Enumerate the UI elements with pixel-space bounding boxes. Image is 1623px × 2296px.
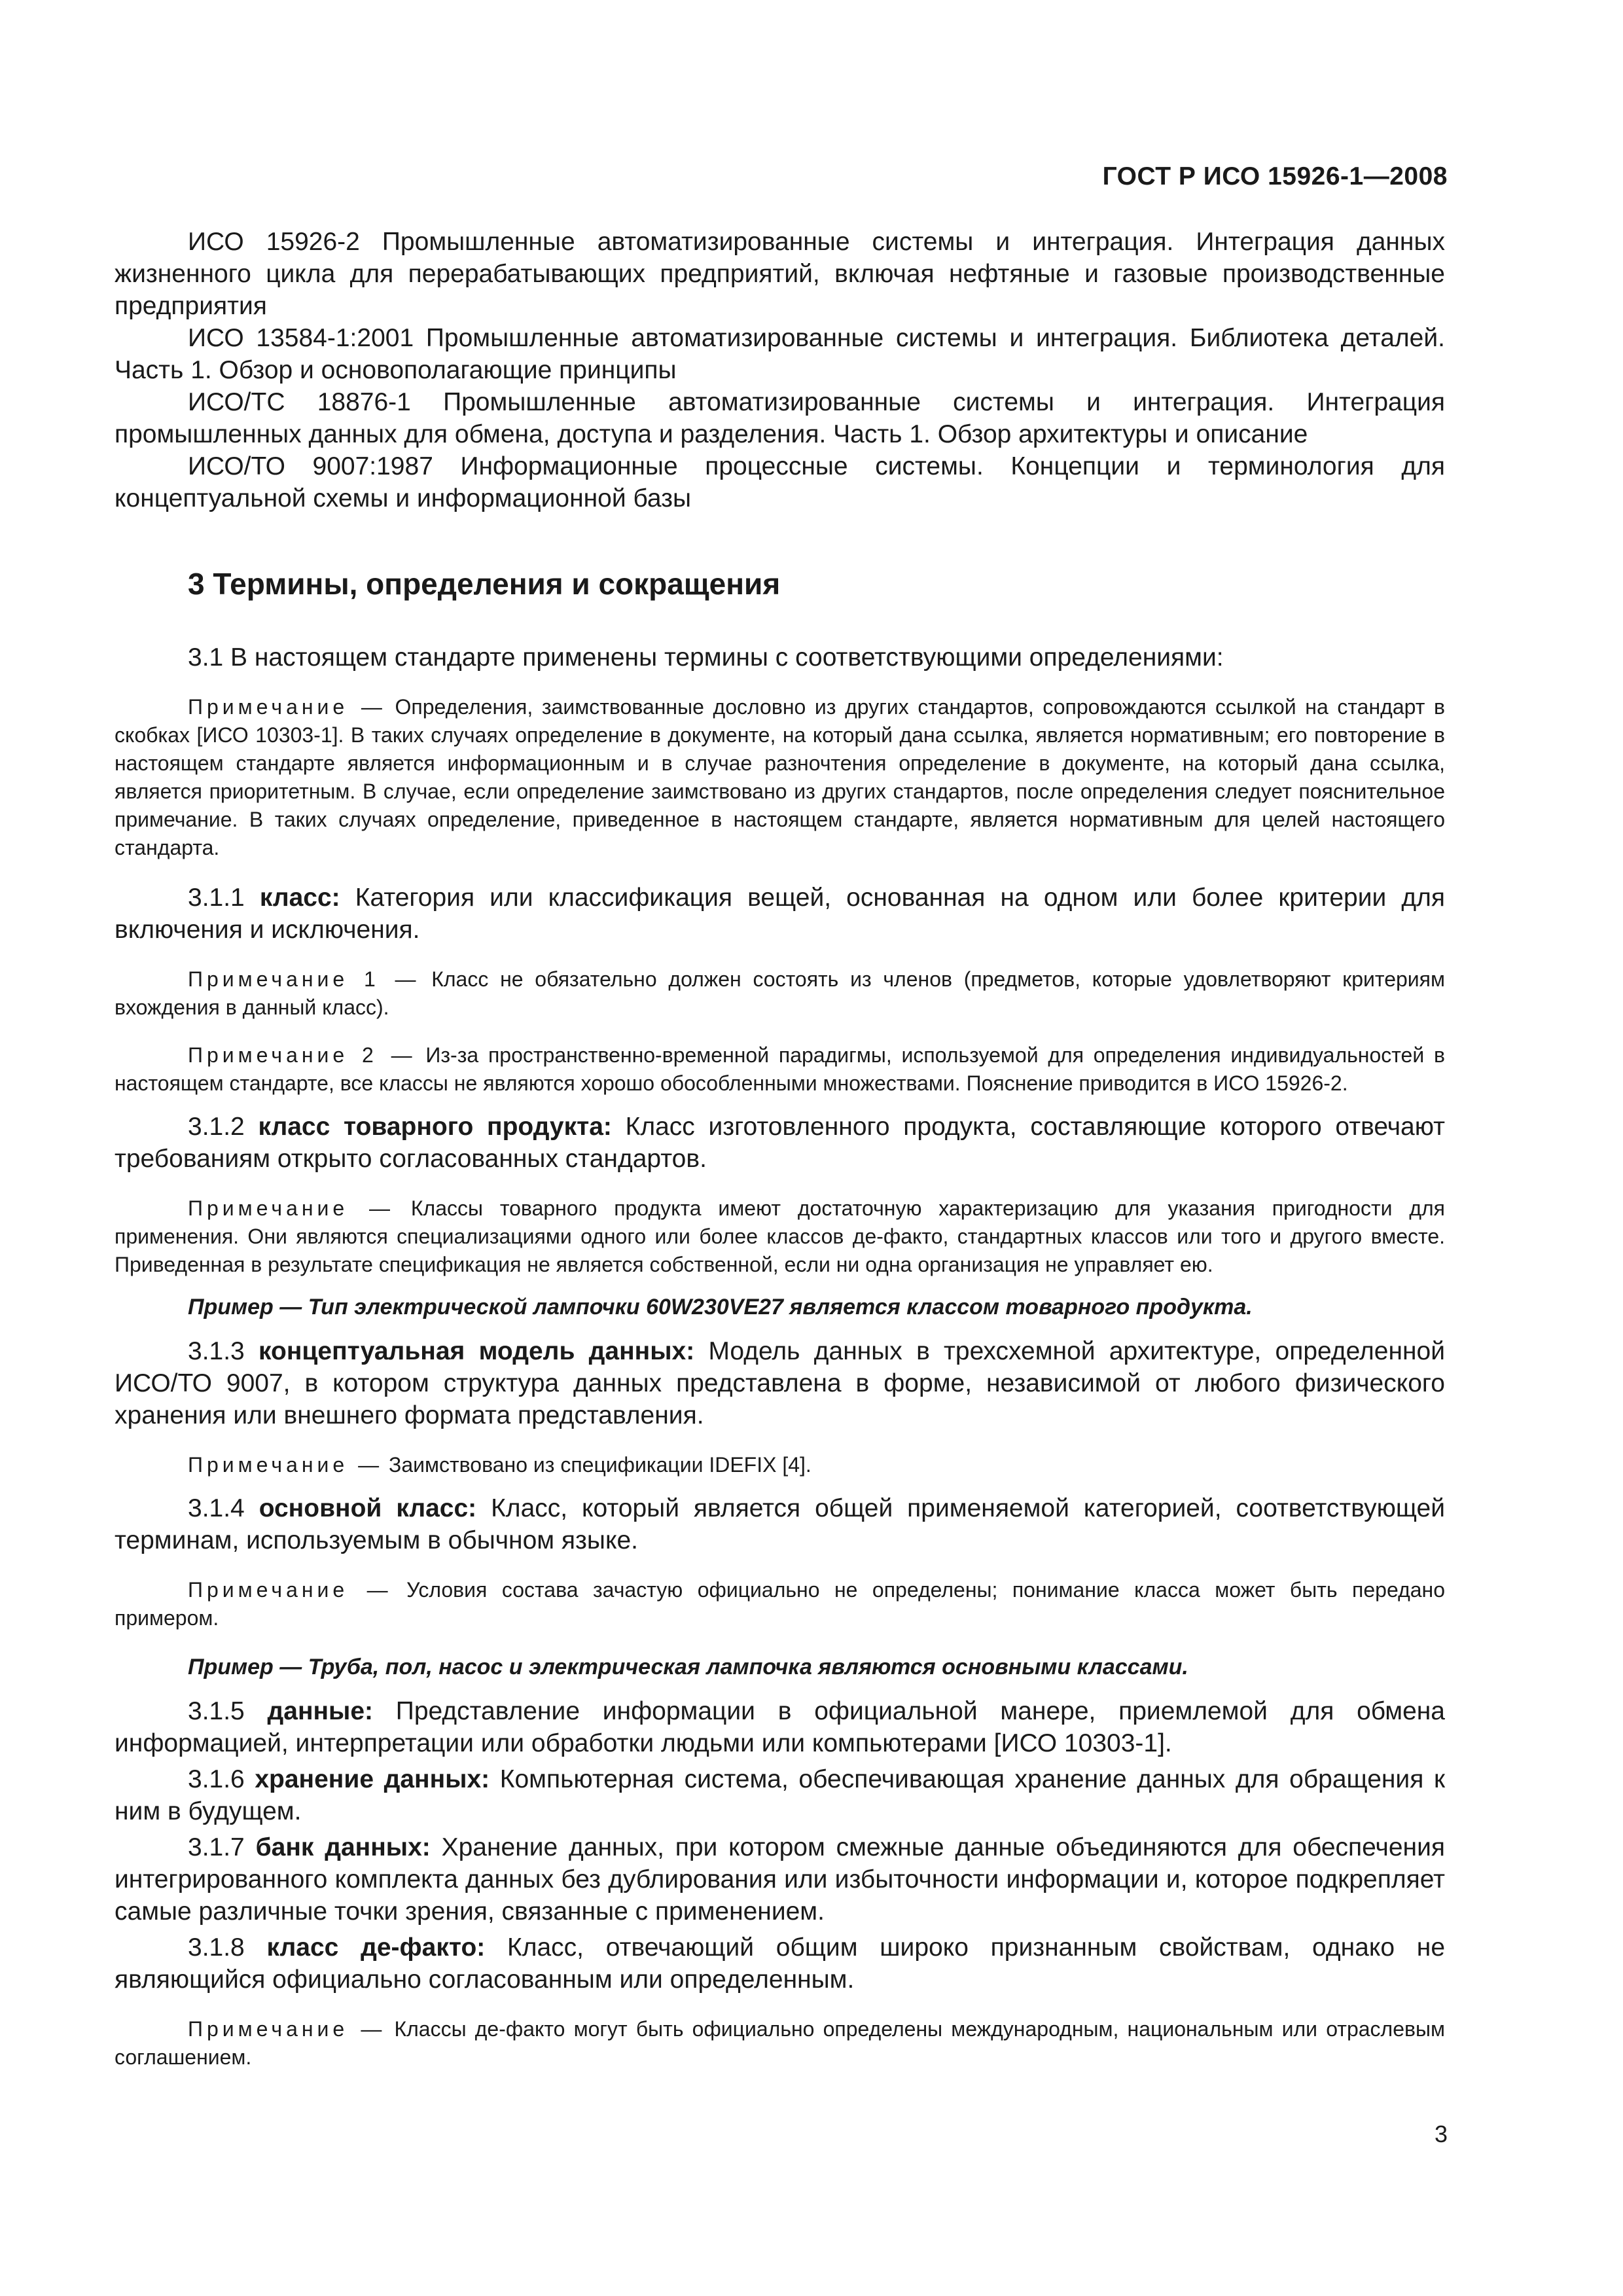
term-text: Представление информации в официальной манере, приемлемой для обмена информацией, интерпретации или обработки людьми или компьютерами [ИСО 10303-1]. — [115, 1697, 1445, 1757]
term-definition — [115, 882, 1445, 946]
term-text: Класс, который является общей применяемой категорией, соответствующей терминам, используемым в обычном языке. — [115, 1494, 1446, 1554]
term-definition — [115, 1695, 1445, 1759]
term-text: Компьютерная система, обеспечивающая хранение данных для обращения к ним в будущем. — [115, 1765, 1446, 1825]
term-text: Модель данных в трехсхемной архитектуре, определенной ИСО/ТО 9007, в котором структура данных представлена в форме, независимой от любого физического хранения или внешнего формата представления. — [115, 1337, 1445, 1429]
term-number: 3.1.1 — [188, 884, 260, 912]
term-definition — [115, 1931, 1445, 1996]
term-number: 3.1.8 — [188, 1933, 267, 1962]
note-paragraph — [115, 1451, 1445, 1479]
note-label: Примечание 1 — — [188, 967, 420, 991]
note-paragraph — [115, 1041, 1445, 1098]
term-name: хранение данных: — [255, 1765, 490, 1793]
term-name: класс: — [259, 884, 340, 912]
term-number: 3.1.6 — [188, 1765, 255, 1793]
intro-paragraph: 3.1 В настоящем стандарте применены термины с соответствующими определениями: — [188, 643, 1224, 672]
term-number: 3.1.2 — [188, 1113, 259, 1141]
term-text: Класс изготовленного продукта, составляющие которого отвечают требованиям открыто согласованных стандартов. — [115, 1113, 1446, 1173]
note-text: Определения, заимствованные дословно из других стандартов, сопровождаются ссылкой на стандарт в скобках [ИСО 10303-1]. В таких случаях определение в документе, на который дана ссылка, является нормативным; его повторение в настоящем стандарте является информационным и в случае разночтения определение в документе, на который дана ссылка, является приоритетным. В случае, если определение заимствовано из других стандартов, после определения следует пояснительное примечание. В таких случаях определение, приведенное в настоящем стандарте, является нормативным для целей настоящего стандарта. — [115, 695, 1446, 859]
term-definition — [115, 1831, 1445, 1928]
term-number: 3.1.7 — [188, 1833, 256, 1861]
reference-item: ИСО 15926-2 Промышленные автоматизированные системы и интеграция. Интеграция данных жизненного цикла для перерабатывающих предприятий, включая нефтяные и газовые производственные предприятия — [115, 228, 1445, 320]
note-paragraph — [115, 1194, 1445, 1279]
reference-item: ИСО 13584-1:2001 Промышленные автоматизированные системы и интеграция. Библиотека деталей. Часть 1. Обзор и основополагающие принципы — [115, 324, 1445, 384]
note-text: Заимствовано из спецификации IDEFIX [4]. — [383, 1453, 812, 1477]
term-number: 3.1.4 — [188, 1494, 259, 1522]
note-text: Класс не обязательно должен состоять из членов (предметов, которые удовлетворяют критериям вхождения в данный класс). — [115, 967, 1446, 1019]
term-definition — [115, 1492, 1445, 1556]
note-text: Условия состава зачастую официально не определены; понимание класса может быть передано примером. — [115, 1578, 1446, 1630]
term-name: данные: — [267, 1697, 374, 1725]
term-definition — [115, 1763, 1445, 1827]
term-name: банк данных: — [255, 1833, 431, 1861]
term-text: Класс, отвечающий общим широко признанным свойствам, однако не являющийся официально согласованным или определенным. — [115, 1933, 1446, 1994]
note-label: Примечание — — [188, 1453, 383, 1477]
note-label: Примечание — — [188, 695, 386, 719]
note-text: Классы де-факто могут быть официально определены международным, национальным или отраслевым соглашением. — [115, 2017, 1446, 2069]
term-definition — [115, 1335, 1445, 1431]
term-name: основной класс: — [259, 1494, 477, 1522]
reference-item: ИСО/ТС 18876-1 Промышленные автоматизированные системы и интеграция. Интеграция промышленных данных для обмена, доступа и разделения. Часть 1. Обзор архитектуры и описание — [115, 388, 1445, 448]
term-definition — [115, 1111, 1445, 1175]
note-paragraph — [115, 2015, 1445, 2072]
term-name: класс товарного продукта: — [258, 1113, 612, 1141]
section-heading: 3 Термины, определения и сокращения — [188, 567, 781, 601]
note-label: Примечание — — [188, 1578, 392, 1602]
term-text: Хранение данных, при котором смежные данные объединяются для обеспечения интегрированного комплекта данных без дублирования или избыточности информации и, которое подкрепляет самые различные точки зрения, связанные с применением. — [115, 1833, 1445, 1926]
note-label: Примечание — — [188, 1196, 395, 1220]
term-number: 3.1.3 — [188, 1337, 259, 1365]
note-paragraph — [115, 1576, 1445, 1632]
page-content — [115, 226, 1445, 2072]
example-paragraph: Пример — Тип электрической лампочки 60W230VE27 является классом товарного продукта. — [188, 1295, 1253, 1319]
term-name: концептуальная модель данных: — [259, 1337, 695, 1365]
note-paragraph — [115, 693, 1445, 862]
term-name: класс де-факто: — [266, 1933, 486, 1962]
note-text: Из-за пространственно-временной парадигмы, используемой для определения индивидуальностей в настоящем стандарте, все классы не являются хорошо обособленными множествами. Пояснение приводится в ИСО 15926-2. — [115, 1043, 1446, 1095]
page-number: 3 — [1434, 2121, 1448, 2147]
term-number: 3.1.5 — [188, 1697, 268, 1725]
note-text: Классы товарного продукта имеют достаточную характеризацию для указания пригодности для применения. Они являются специализациями одного или более классов де-факто, стандартных классов или того и другого вместе. Приведенная в результате спецификация не является собственной, если ни одна организация не управляет ею. — [115, 1196, 1446, 1276]
note-label: Примечание 2 — — [188, 1043, 416, 1067]
note-label: Примечание — — [188, 2017, 386, 2041]
term-text: Категория или классификация вещей, основанная на одном или более критерии для включения и исключения. — [115, 884, 1446, 944]
standard-designation: ГОСТ Р ИСО 15926-1—2008 — [1102, 162, 1448, 190]
example-paragraph: Пример — Труба, пол, насос и электрическая лампочка являются основными классами. — [188, 1655, 1188, 1679]
reference-item: ИСО/ТО 9007:1987 Информационные процессные системы. Концепции и терминология для концептуальной схемы и информационной базы — [115, 452, 1445, 512]
note-paragraph — [115, 965, 1445, 1022]
